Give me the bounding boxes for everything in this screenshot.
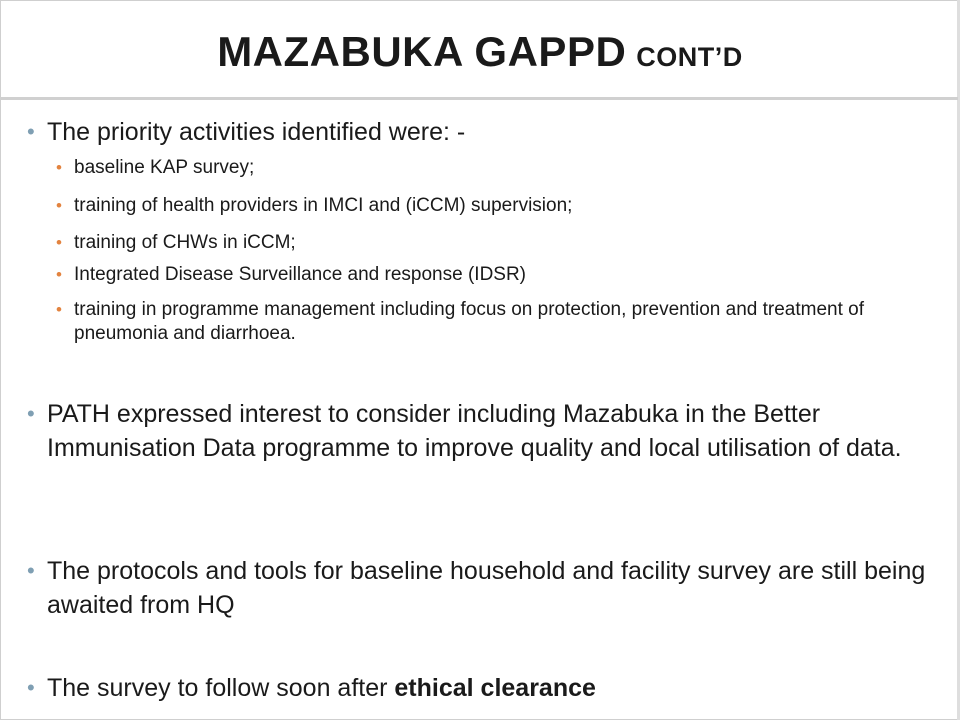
point2-text: PATH expressed interest to consider including Mazabuka in the Better Immunisation Data programme to improve quality and local utilisation of data. xyxy=(47,400,902,462)
point4-prefix: The survey to follow soon after xyxy=(47,674,395,702)
title-main: MAZABUKA GAPPD xyxy=(217,28,627,75)
sub-bullet-1 xyxy=(56,156,914,180)
sub-item-text: training of health providers in IMCI and (iCCM) supervision; xyxy=(74,195,573,216)
bullet-path xyxy=(27,397,947,465)
bullet-marker: • xyxy=(27,119,35,144)
sub-bullet-marker: • xyxy=(56,158,62,177)
bullet-marker: • xyxy=(27,675,35,700)
bullet-marker: • xyxy=(27,401,35,426)
bullet-intro xyxy=(27,115,947,149)
bullet-marker: • xyxy=(27,558,35,583)
sub-bullet-marker: • xyxy=(56,300,62,319)
sub-bullet-marker: • xyxy=(56,233,62,252)
point4-text xyxy=(47,671,947,705)
bullet-protocols xyxy=(27,554,947,622)
sub-bullet-2 xyxy=(56,194,914,218)
title-sub: CONT’D xyxy=(636,42,743,72)
sub-item-text: training in programme management including focus on protection, prevention and treatment of pneumonia and diarrhoea. xyxy=(74,299,865,344)
sub-item-text: baseline KAP survey; xyxy=(74,157,255,178)
slide-title xyxy=(0,28,960,76)
sub-bullet-4 xyxy=(56,263,914,287)
bullet-survey xyxy=(27,671,947,705)
point3-text: The protocols and tools for baseline household and facility survey are still being awaited from HQ xyxy=(47,557,926,619)
sub-bullet-marker: • xyxy=(56,196,62,215)
point4-bold: ethical clearance xyxy=(394,674,596,702)
sub-bullet-3 xyxy=(56,231,914,255)
sub-bullet-marker: • xyxy=(56,265,62,284)
sub-bullet-5 xyxy=(56,298,894,346)
title-divider xyxy=(0,97,958,100)
sub-item-text: training of CHWs in iCCM; xyxy=(74,232,296,253)
sub-item-text: Integrated Disease Surveillance and response (IDSR) xyxy=(74,264,527,285)
intro-text: The priority activities identified were: - xyxy=(47,118,466,146)
